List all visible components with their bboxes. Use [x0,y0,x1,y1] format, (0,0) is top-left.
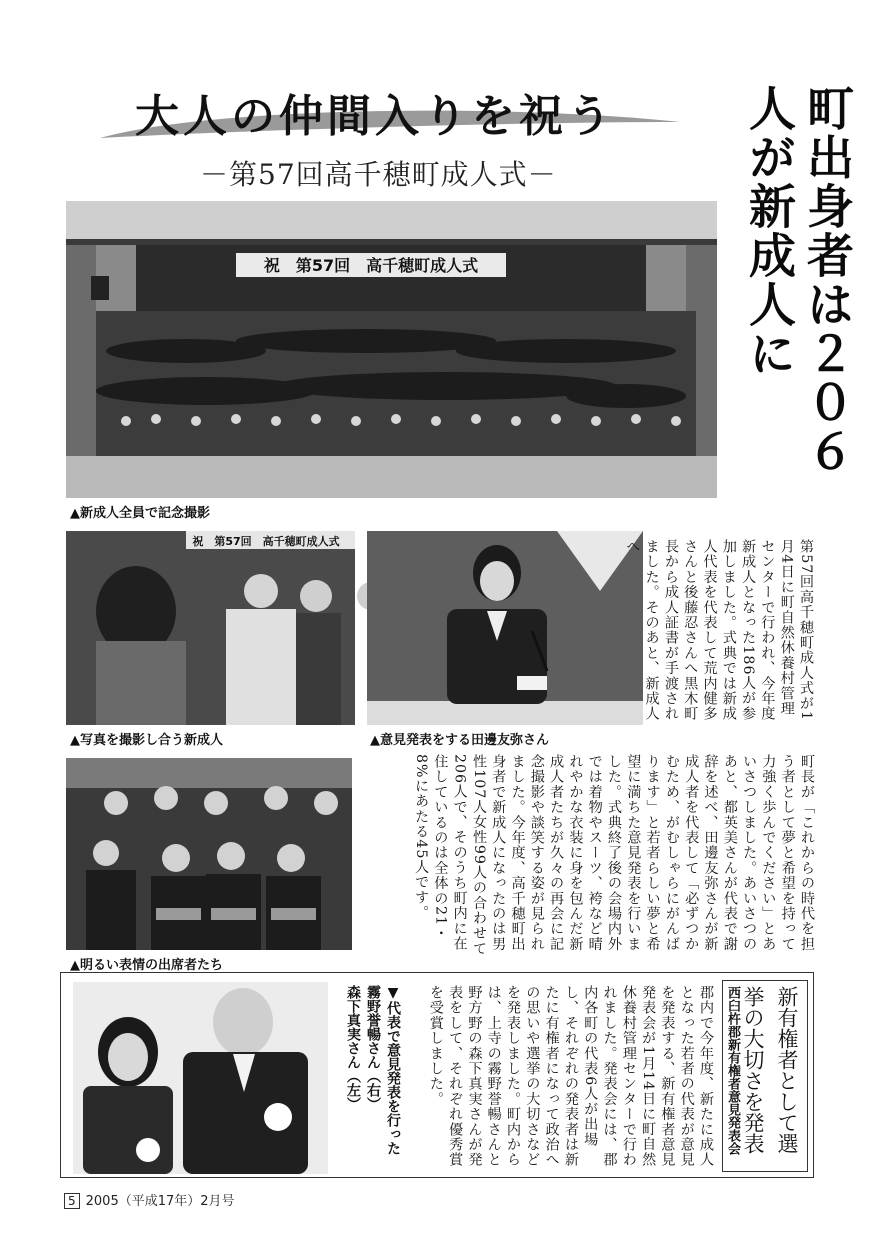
big-vertical-headline: 町出身者は２０６人が新成人に [741,84,854,476]
bottom-caption-line1: ▼代表で意見発表を行った [385,985,401,1155]
bottom-body-text: 郡内で今年度、新たに成人となった若者の代表が意見を発表する、新有権者意見発表会が1月14日に町自然休養村管理センターで行われました。発表会には、郡内各町の代表6人が出場し、それぞれの発表者は新たに有権者になって政治への思いや選挙の大切さなどを発表しました。町内からは、上寺の霧野誉暢さんと野方野の森下真実さんが発表をして、それぞれ優秀賞を受賞しました。 [427,985,714,1168]
bottom-subtitle: 西臼杵郡新有権者意見発表会 [725,986,740,1155]
issue-label: 2005（平成17年）2月号 [85,1194,235,1209]
bottom-photo-illustration [73,982,328,1174]
group-photo [66,201,717,498]
cheerful-photo [66,758,352,950]
bottom-title: 新有権者として選挙の大切さを発表 [741,986,799,1154]
photographing-photo-banner: 祝 第57回 高千穂町成人式 [192,535,340,548]
bottom-caption-line2: 霧野誉暢さん（右） [365,985,381,1111]
photographing-caption: ▲写真を撮影し合う新成人 [70,733,223,748]
article-top-text: 第57回高千穂町成人式が1月4日に町自然休養村管理センターで行われ、今年度新成人となった186人が参加しました。式典では新成人代表を代表して荒内健多さんと後藤忍さんへ黒木町長から成人証書が手渡されました。そのあと、新成人へ [624,539,814,722]
cheerful-photo-illustration [66,758,352,950]
footer [64,1190,235,1209]
group-photo-banner: 祝 第57回 高千穂町成人式 [263,256,479,275]
speech-caption: ▲意見発表をする田邊友弥さん [370,733,549,748]
photographing-photo-illustration [66,531,355,725]
group-photo-illustration [66,201,717,498]
photographing-photo [66,531,355,725]
group-photo-caption: ▲新成人全員で記念撮影 [70,506,210,521]
headline: 大人の仲間入りを祝う [135,91,615,142]
bottom-photo-caption [343,985,403,1165]
page-number: 5 [64,1193,80,1209]
bottom-caption-line3: 森下真実さん（左） [345,985,361,1111]
cheerful-caption: ▲明るい表情の出席者たち [70,958,223,973]
subheadline: －第57回高千穂町成人式－ [200,158,557,191]
speech-photo-illustration [367,531,643,725]
bottom-photo [73,982,328,1174]
article-mid-text: 町長が「これからの時代を担う者として夢と希望を持って力強く歩んでください」とあいさつしました。あいさつのあと、都英美さんが代表で謝辞を述べ、田邊友弥さんが新成人者を代表して「必ずつかむため、がむしゃらにがんばります」と若者らしい夢と希望に満ちた意見発表を行いました。式典終了後の会場内外では着物やスーツ、袴など晴れやかな衣装に身を包んだ新成人者たちが久々の再会に記念撮影や談笑する姿が見られました。今年度、高千穂町出身者で新成人になったのは男性107人女性99人の合わせて206人で、そのうち町内に在住しているのは全体の21・8%にあたる45人です。 [413,754,815,957]
speech-photo [367,531,643,725]
